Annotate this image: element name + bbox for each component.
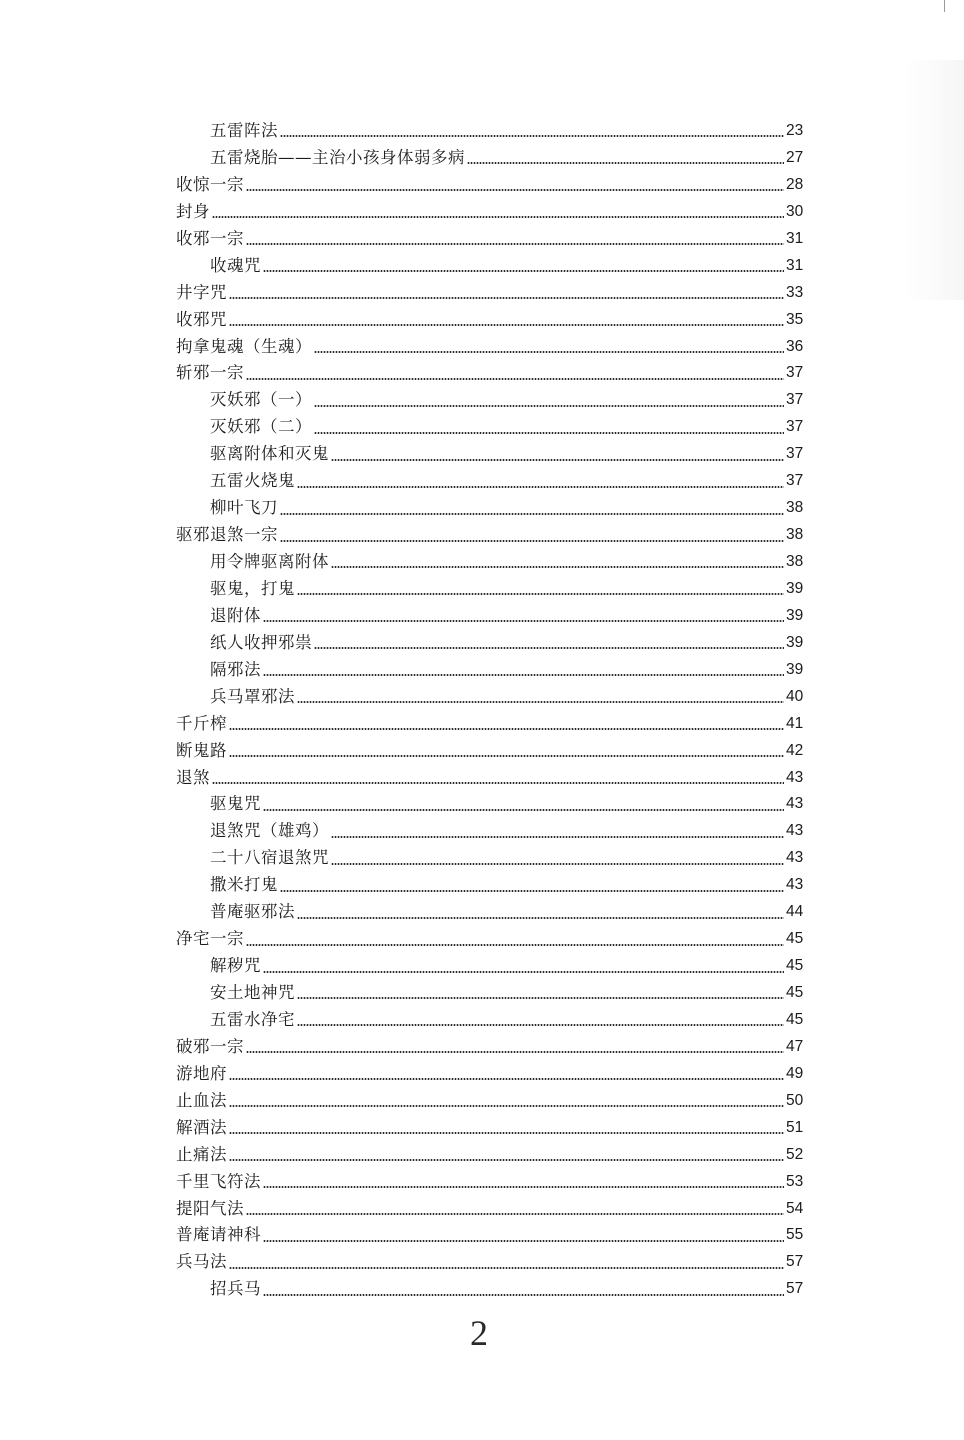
toc-dot-leader	[229, 728, 784, 730]
toc-entry-page: 28	[786, 175, 804, 193]
toc-dot-leader	[280, 513, 784, 515]
toc-entry[interactable]	[0, 360, 964, 387]
toc-entry-page: 49	[786, 1064, 804, 1082]
toc-entry-title: 撒米打鬼	[210, 875, 278, 895]
toc-entry-title: 五雷火烧鬼	[210, 471, 295, 491]
toc-entry-page: 39	[786, 579, 804, 597]
toc-entry-title: 兵马罩邪法	[210, 686, 295, 706]
toc-dot-leader	[467, 162, 784, 164]
toc-entry-title: 驱离附体和灭鬼	[210, 444, 329, 464]
toc-entry-page: 31	[786, 229, 804, 247]
toc-entry-page: 36	[786, 337, 804, 355]
toc-dot-leader	[314, 432, 784, 434]
toc-entry-page: 45	[786, 957, 804, 975]
toc-entry[interactable]	[0, 980, 964, 1007]
toc-entry-title: 退煞咒（雄鸡）	[210, 821, 329, 841]
toc-entry-title: 收魂咒	[210, 255, 261, 275]
toc-entry-page: 40	[786, 687, 804, 705]
toc-entry-page: 45	[786, 930, 804, 948]
toc-dot-leader	[331, 459, 784, 461]
toc-entry-page: 57	[786, 1280, 804, 1298]
toc-entry-page: 47	[786, 1037, 804, 1055]
toc-entry-page: 39	[786, 606, 804, 624]
toc-entry-title: 解酒法	[176, 1117, 227, 1137]
toc-entry-title: 用令牌驱离附体	[210, 552, 329, 571]
toc-entry-title: 驱邪退煞一宗	[176, 525, 278, 545]
toc-dot-leader	[297, 917, 784, 919]
toc-dot-leader	[297, 997, 784, 999]
toc-entry-title: 退煞	[176, 767, 210, 787]
toc-entry-title: 收邪咒	[176, 309, 227, 329]
toc-entry-title: 招兵马	[210, 1279, 261, 1299]
toc-entry-page: 45	[786, 984, 804, 1001]
toc-entry[interactable]	[0, 684, 964, 711]
toc-dot-leader	[229, 1132, 784, 1134]
toc-entry-page: 41	[786, 714, 804, 732]
toc-dot-leader	[263, 674, 784, 676]
toc-entry[interactable]	[0, 387, 964, 414]
toc-entry-title: 拘拿鬼魂（生魂）	[176, 336, 312, 356]
toc-entry-title: 安土地神咒	[210, 983, 295, 1002]
toc-entry-page: 37	[786, 391, 804, 409]
toc-entry[interactable]	[0, 414, 964, 441]
toc-entry-title: 断鬼路	[176, 740, 227, 760]
toc-entry-title: 二十八宿退煞咒	[210, 848, 329, 868]
toc-entry-page: 45	[786, 1010, 804, 1028]
toc-dot-leader	[331, 863, 784, 865]
toc-dot-leader	[246, 189, 784, 191]
toc-entry[interactable]	[0, 172, 964, 199]
toc-dot-leader	[297, 486, 784, 488]
toc-entry-title: 游地府	[176, 1063, 227, 1083]
toc-entry[interactable]	[0, 818, 964, 845]
toc-dot-leader	[263, 1240, 784, 1242]
toc-dot-leader	[297, 701, 784, 703]
toc-entry-page: 38	[786, 553, 804, 570]
toc-entry-page: 43	[786, 876, 804, 894]
toc-entry[interactable]	[0, 657, 964, 684]
toc-dot-leader	[314, 647, 784, 649]
toc-entry-page: 57	[786, 1253, 804, 1271]
toc-entry-title: 普庵驱邪法	[210, 902, 295, 922]
toc-entry-title: 普庵请神科	[176, 1225, 261, 1245]
toc-entry-page: 43	[786, 795, 804, 813]
toc-entry-page: 33	[786, 283, 804, 301]
toc-entry-page: 38	[786, 526, 804, 544]
table-of-contents	[0, 118, 964, 1303]
toc-entry[interactable]	[0, 630, 964, 657]
toc-entry[interactable]	[0, 522, 964, 549]
toc-dot-leader	[246, 378, 784, 380]
toc-entry[interactable]	[0, 1088, 964, 1115]
toc-dot-leader	[331, 836, 784, 838]
toc-dot-leader	[229, 1105, 784, 1107]
toc-entry[interactable]	[0, 1007, 964, 1034]
toc-entry[interactable]	[0, 872, 964, 899]
toc-dot-leader	[229, 324, 784, 326]
toc-dot-leader	[263, 971, 784, 973]
toc-entry[interactable]	[0, 1169, 964, 1196]
toc-entry-page: 53	[786, 1172, 804, 1190]
page-edge-mark	[944, 0, 945, 12]
toc-entry-title: 驱鬼，打鬼	[210, 578, 295, 598]
toc-entry-page: 31	[786, 256, 804, 274]
toc-entry[interactable]	[0, 738, 964, 765]
toc-entry-title: 千斤榨	[176, 713, 227, 733]
toc-entry[interactable]	[0, 1115, 964, 1142]
toc-entry-title: 柳叶飞刀	[210, 498, 278, 518]
toc-entry-page: 44	[786, 903, 804, 921]
toc-entry[interactable]	[0, 334, 964, 361]
toc-entry-page: 51	[786, 1118, 804, 1136]
toc-entry[interactable]	[0, 899, 964, 926]
toc-dot-leader	[331, 566, 784, 568]
toc-dot-leader	[212, 782, 784, 784]
toc-entry-title: 驱鬼咒	[210, 794, 261, 814]
toc-dot-leader	[297, 593, 784, 595]
toc-entry[interactable]	[0, 226, 964, 253]
toc-entry[interactable]	[0, 603, 964, 630]
toc-entry-page: 37	[786, 418, 804, 436]
toc-entry[interactable]	[0, 1142, 964, 1169]
toc-entry-title: 解秽咒	[210, 956, 261, 976]
toc-entry-title: 斩邪一宗	[176, 363, 244, 383]
toc-entry[interactable]	[0, 145, 964, 172]
toc-entry-title: 收惊一宗	[176, 174, 244, 194]
toc-entry[interactable]	[0, 199, 964, 226]
toc-entry-page: 30	[786, 202, 804, 220]
toc-entry-page: 37	[786, 364, 804, 382]
toc-dot-leader	[280, 540, 784, 542]
toc-entry[interactable]	[0, 1276, 964, 1303]
toc-entry[interactable]	[0, 953, 964, 980]
toc-entry-page: 39	[786, 633, 804, 651]
toc-entry-title: 千里飞符法	[176, 1171, 261, 1191]
toc-entry[interactable]	[0, 791, 964, 818]
toc-entry-title: 止血法	[176, 1090, 227, 1110]
toc-entry-page: 43	[786, 849, 804, 867]
toc-entry[interactable]	[0, 711, 964, 738]
toc-dot-leader	[297, 1024, 784, 1026]
toc-entry-page: 50	[786, 1091, 804, 1109]
toc-entry[interactable]	[0, 845, 964, 872]
toc-entry-title: 提阳气法	[176, 1198, 244, 1218]
toc-dot-leader	[229, 297, 784, 299]
toc-dot-leader	[229, 1159, 784, 1161]
toc-dot-leader	[263, 1294, 784, 1296]
toc-entry[interactable]	[0, 576, 964, 603]
toc-entry[interactable]	[0, 549, 964, 576]
toc-entry-page: 38	[786, 499, 804, 517]
toc-entry-title: 兵马法	[176, 1252, 227, 1272]
toc-entry[interactable]	[0, 1034, 964, 1061]
toc-entry[interactable]	[0, 253, 964, 280]
toc-entry[interactable]	[0, 765, 964, 792]
toc-dot-leader	[263, 270, 784, 272]
toc-entry[interactable]	[0, 118, 964, 145]
toc-entry-title: 退附体	[210, 605, 261, 625]
toc-entry[interactable]	[0, 280, 964, 307]
toc-entry-page: 55	[786, 1226, 804, 1244]
toc-entry[interactable]	[0, 495, 964, 522]
toc-dot-leader	[246, 944, 784, 946]
toc-entry-page: 42	[786, 741, 804, 759]
toc-dot-leader	[246, 1051, 784, 1053]
toc-dot-leader	[280, 135, 784, 137]
toc-entry[interactable]	[0, 1196, 964, 1223]
toc-dot-leader	[263, 620, 784, 622]
toc-entry-title: 收邪一宗	[176, 228, 244, 248]
toc-dot-leader	[280, 890, 784, 892]
toc-entry[interactable]	[0, 468, 964, 495]
toc-entry-title: 五雷烧胎——主治小孩身体弱多病	[210, 147, 465, 167]
toc-dot-leader	[263, 809, 784, 811]
toc-entry[interactable]	[0, 1222, 964, 1249]
toc-entry-title: 封身	[176, 201, 210, 221]
toc-entry-title: 井字咒	[176, 282, 227, 302]
toc-entry-title: 灭妖邪（二）	[210, 417, 312, 437]
toc-entry-title: 纸人收押邪祟	[210, 632, 312, 652]
toc-dot-leader	[212, 216, 784, 218]
toc-dot-leader	[229, 1078, 784, 1080]
toc-entry-page: 37	[786, 445, 804, 463]
toc-dot-leader	[229, 755, 784, 757]
toc-dot-leader	[246, 1213, 784, 1215]
toc-entry-page: 35	[786, 310, 804, 328]
toc-entry-title: 破邪一宗	[176, 1036, 244, 1056]
toc-entry-title: 五雷水净宅	[210, 1009, 295, 1029]
toc-entry-page: 52	[786, 1145, 804, 1163]
toc-entry-page: 23	[786, 122, 804, 139]
toc-entry[interactable]	[0, 307, 964, 334]
toc-dot-leader	[229, 1267, 784, 1269]
toc-entry[interactable]	[0, 1061, 964, 1088]
toc-entry-title: 净宅一宗	[176, 929, 244, 949]
toc-entry-title: 隔邪法	[210, 659, 261, 679]
toc-entry[interactable]	[0, 441, 964, 468]
toc-entry-page: 27	[786, 148, 804, 166]
toc-entry[interactable]	[0, 1249, 964, 1276]
toc-entry-page: 43	[786, 822, 804, 840]
toc-entry-title: 止痛法	[176, 1144, 227, 1164]
toc-dot-leader	[314, 405, 784, 407]
toc-entry-page: 54	[786, 1199, 804, 1217]
toc-entry-title: 灭妖邪（一）	[210, 390, 312, 410]
toc-entry-page: 39	[786, 660, 804, 678]
toc-entry-page: 37	[786, 472, 804, 490]
toc-entry-title: 五雷阵法	[210, 121, 278, 140]
toc-entry-page: 43	[786, 768, 804, 786]
page-number: 2	[470, 1313, 488, 1353]
toc-dot-leader	[246, 243, 784, 245]
toc-dot-leader	[263, 1186, 784, 1188]
toc-dot-leader	[314, 351, 784, 353]
toc-entry[interactable]	[0, 926, 964, 953]
